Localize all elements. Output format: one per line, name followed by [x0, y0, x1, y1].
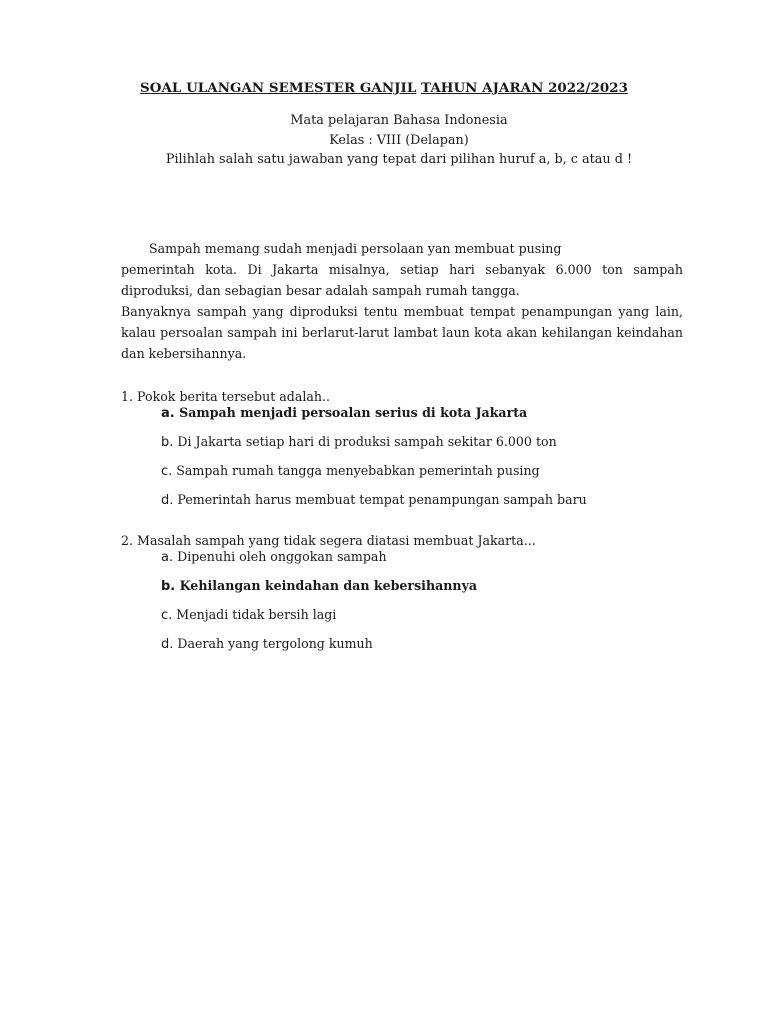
- option-text: Di Jakarta setiap hari di produksi sampah sekitar 6.000 ton: [177, 434, 557, 449]
- class-line: Kelas : VIII (Delapan): [329, 133, 469, 148]
- option-letter: c.: [161, 464, 173, 479]
- q2-option-d[interactable]: [161, 636, 373, 652]
- subject-line: Mata pelajaran Bahasa Indonesia: [290, 113, 508, 128]
- option-text: Kehilangan keindahan dan kebersihannya: [179, 578, 478, 593]
- question-2: [121, 533, 536, 548]
- option-letter: d.: [161, 637, 174, 652]
- option-letter: b.: [161, 435, 174, 450]
- option-letter: b.: [161, 579, 176, 594]
- title-semester: SOAL ULANGAN SEMESTER GANJIL: [140, 80, 417, 96]
- title-year: TAHUN AJARAN 2022/2023: [421, 80, 628, 96]
- option-letter: a.: [161, 406, 175, 421]
- option-letter: a.: [161, 550, 174, 565]
- question-number: 1.: [121, 389, 134, 404]
- reading-passage: [121, 238, 683, 364]
- question-number: 2.: [121, 533, 134, 548]
- q1-option-d[interactable]: [161, 492, 587, 508]
- q1-option-c[interactable]: [161, 463, 540, 479]
- question-text: Masalah sampah yang tidak segera diatasi membuat Jakarta...: [137, 533, 536, 548]
- option-letter: c.: [161, 608, 173, 623]
- q1-option-a[interactable]: [161, 405, 527, 421]
- document-title: [0, 80, 768, 96]
- option-text: Sampah menjadi persoalan serius di kota Jakarta: [179, 405, 528, 420]
- q1-option-b[interactable]: [161, 434, 557, 450]
- option-text: Dipenuhi oleh onggokan sampah: [177, 549, 387, 564]
- q2-option-b[interactable]: [161, 578, 477, 594]
- passage-line-2: pemerintah kota. Di Jakarta misalnya, setiap hari sebanyak 6.000 ton sampah diproduksi, dan sebagian besar adalah sampah rumah tangga.: [121, 262, 683, 298]
- passage-line-1: Sampah memang sudah menjadi persolaan yan membuat pusing: [149, 241, 562, 256]
- option-text: Sampah rumah tangga menyebabkan pemerintah pusing: [176, 463, 540, 478]
- option-letter: d.: [161, 493, 174, 508]
- option-text: Daerah yang tergolong kumuh: [177, 636, 373, 651]
- q2-option-a[interactable]: [161, 549, 387, 565]
- option-text: Menjadi tidak bersih lagi: [176, 607, 337, 622]
- question-text: Pokok berita tersebut adalah..: [137, 389, 330, 404]
- option-text: Pemerintah harus membuat tempat penampungan sampah baru: [177, 492, 587, 507]
- instruction-line: Pilihlah salah satu jawaban yang tepat dari pilihan huruf a, b, c atau d !: [165, 152, 633, 167]
- passage-line-3: Banyaknya sampah yang diproduksi tentu membuat tempat penampungan yang lain, kalau persoalan sampah ini berlarut-larut lambat laun kota akan kehilangan keindahan dan kebersihannya.: [121, 304, 683, 361]
- question-1: [121, 389, 330, 404]
- q2-option-c[interactable]: [161, 607, 336, 623]
